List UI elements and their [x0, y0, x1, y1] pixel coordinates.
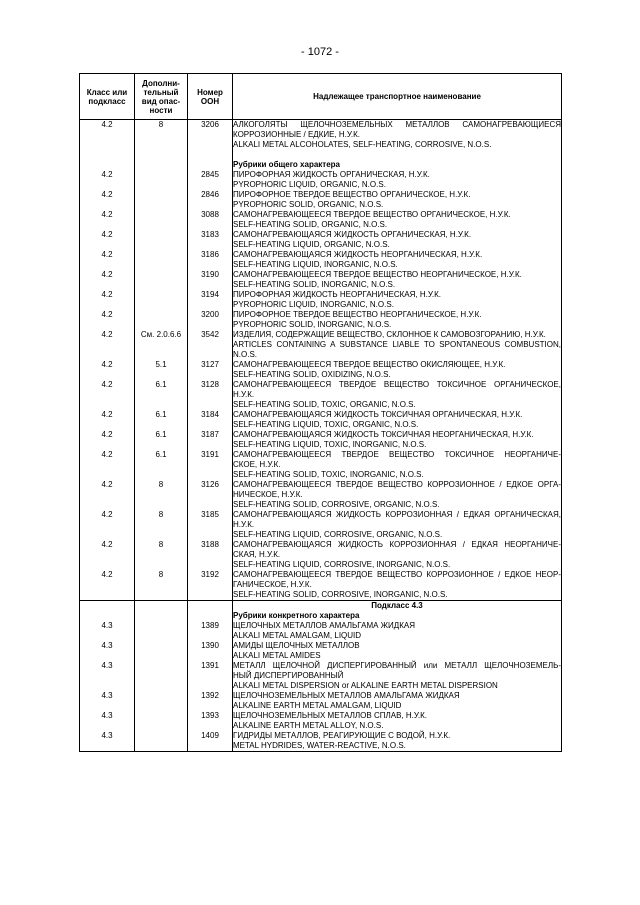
table-row	[80, 410, 562, 430]
shipping-name-cell	[233, 621, 562, 641]
shipping-name-cell	[233, 691, 562, 711]
un-number-cell: 3194	[188, 290, 233, 310]
shipping-name-cell	[233, 450, 562, 480]
dangerous-goods-table	[79, 73, 562, 752]
shipping-name-line: SELF-HEATING LIQUID, INORGANIC, N.O.S.	[233, 260, 398, 269]
shipping-name-line: САМОНАГРЕВАЮЩЕЕСЯ ТВЕРДОЕ ВЕЩЕСТВО КОРРОЗИОННОЕ / ЕДКОЕ НЕОР-	[233, 570, 561, 579]
header-subsidiary-risk: Дополни-тельный вид опас-ности	[135, 74, 188, 120]
subclass-heading-row	[80, 601, 562, 612]
shipping-name-cell	[233, 641, 562, 661]
shipping-name-line: SELF-HEATING LIQUID, CORROSIVE, ORGANIC, N.O.S.	[233, 530, 443, 539]
shipping-name-line: METAL HYDRIDES, WATER-REACTIVE, N.O.S.	[233, 741, 406, 750]
table-row	[80, 570, 562, 601]
shipping-name-cell	[233, 210, 562, 230]
specific-heading-row	[80, 611, 562, 621]
un-number-cell: 1391	[188, 661, 233, 691]
un-number-cell: 3127	[188, 360, 233, 380]
un-number-cell: 3188	[188, 540, 233, 570]
empty-cell	[188, 611, 233, 621]
table-row	[80, 510, 562, 540]
header-un-number: Номер ООН	[188, 74, 233, 120]
subsidiary-risk-cell	[135, 190, 188, 210]
un-number-cell: 3088	[188, 210, 233, 230]
un-number-cell: 1392	[188, 691, 233, 711]
shipping-name-line: КОРРОЗИОННЫЕ / ЕДКИЕ, Н.У.К.	[233, 130, 361, 139]
subsidiary-risk-cell: 8	[135, 480, 188, 510]
subsidiary-risk-cell: 8	[135, 510, 188, 540]
shipping-name-line: SELF-HEATING LIQUID, TOXIC, ORGANIC, N.O.S.	[233, 420, 419, 429]
table-row	[80, 230, 562, 250]
table-row	[80, 190, 562, 210]
subclass-heading: Подкласс 4.3	[233, 601, 562, 612]
subsidiary-risk-cell	[135, 641, 188, 661]
table-row	[80, 360, 562, 380]
shipping-name-cell	[233, 250, 562, 270]
empty-cell	[80, 611, 135, 621]
table-row	[80, 120, 562, 151]
shipping-name-line: ПИРОФОРНАЯ ЖИДКОСТЬ ОРГАНИЧЕСКАЯ, Н.У.К.	[233, 170, 430, 179]
table-row	[80, 170, 562, 190]
class-cell: 4.2	[80, 250, 135, 270]
shipping-name-line: SELF-HEATING LIQUID, CORROSIVE, INORGANIC, N.O.S.	[233, 560, 451, 569]
class-cell: 4.2	[80, 380, 135, 410]
subsidiary-risk-cell	[135, 290, 188, 310]
table-row	[80, 691, 562, 711]
shipping-name-line: Н.У.К.	[233, 520, 255, 529]
shipping-name-line: САМОНАГРЕВАЮЩЕЕСЯ ТВЕРДОЕ ВЕЩЕСТВО ОКИСЛЯЮЩЕЕ, Н.У.К.	[233, 360, 506, 369]
shipping-name-cell	[233, 711, 562, 731]
class-cell: 4.2	[80, 540, 135, 570]
shipping-name-cell	[233, 330, 562, 360]
shipping-name-cell	[233, 540, 562, 570]
class-cell: 4.2	[80, 310, 135, 330]
table-row	[80, 540, 562, 570]
shipping-name-line: SELF-HEATING SOLID, OXIDIZING, N.O.S.	[233, 370, 391, 379]
shipping-name-line: ЩЕЛОЧНОЗЕМЕЛЬНЫХ МЕТАЛЛОВ АМАЛЬГАМА ЖИДКАЯ	[233, 691, 460, 700]
table-row	[80, 641, 562, 661]
empty-cell	[188, 150, 233, 160]
subsidiary-risk-cell: 6.1	[135, 430, 188, 450]
shipping-name-line: ЩЕЛОЧНЫХ МЕТАЛЛОВ АМАЛЬГАМА ЖИДКАЯ	[233, 621, 415, 630]
class-cell: 4.2	[80, 170, 135, 190]
subsidiary-risk-cell: 5.1	[135, 360, 188, 380]
shipping-name-line: SELF-HEATING LIQUID, TOXIC, INORGANIC, N.O.S.	[233, 440, 427, 449]
shipping-name-line: SELF-HEATING SOLID, TOXIC, INORGANIC, N.O.S.	[233, 470, 424, 479]
shipping-name-line: СКАЯ, Н.У.К.	[233, 550, 281, 559]
shipping-name-cell	[233, 230, 562, 250]
page-number: - 1072 -	[301, 46, 339, 58]
un-number-cell: 3191	[188, 450, 233, 480]
class-cell: 4.2	[80, 270, 135, 290]
un-number-cell: 3542	[188, 330, 233, 360]
shipping-name-cell	[233, 731, 562, 752]
shipping-name-line: SELF-HEATING LIQUID, ORGANIC, N.O.S.	[233, 240, 390, 249]
shipping-name-line: SELF-HEATING SOLID, TOXIC, ORGANIC, N.O.S.	[233, 400, 416, 409]
shipping-name-line: МЕТАЛЛ ЩЕЛОЧНОЙ ДИСПЕРГИРОВАННЫЙ или МЕТАЛЛ ЩЕЛОЧНОЗЕМЕЛЬ-	[233, 661, 561, 670]
un-number-cell: 3200	[188, 310, 233, 330]
shipping-name-line: ПИРОФОРНАЯ ЖИДКОСТЬ НЕОРГАНИЧЕСКАЯ, Н.У.К.	[233, 290, 441, 299]
empty-cell	[135, 150, 188, 160]
shipping-name-cell	[233, 290, 562, 310]
spacer-row	[80, 150, 562, 160]
shipping-name-line: PYROPHORIC LIQUID, INORGANIC, N.O.S.	[233, 300, 394, 309]
general-heading-row	[80, 160, 562, 170]
un-number-cell: 3128	[188, 380, 233, 410]
shipping-name-line: САМОНАГРЕВАЮЩАЯСЯ ЖИДКОСТЬ КОРРОЗИОННАЯ / ЕДКАЯ НЕОРГАНИЧЕ-	[233, 540, 561, 549]
un-number-cell: 3183	[188, 230, 233, 250]
subsidiary-risk-cell	[135, 621, 188, 641]
shipping-name-line: PYROPHORIC LIQUID, ORGANIC, N.O.S.	[233, 180, 386, 189]
shipping-name-line: САМОНАГРЕВАЮЩАЯСЯ ЖИДКОСТЬ ТОКСИЧНАЯ НЕОРГАНИЧЕСКАЯ, Н.У.К.	[233, 430, 534, 439]
table-row	[80, 330, 562, 360]
table-row	[80, 430, 562, 450]
empty-cell	[135, 601, 188, 612]
empty-cell	[135, 611, 188, 621]
class-cell: 4.2	[80, 480, 135, 510]
subsidiary-risk-cell	[135, 270, 188, 290]
shipping-name-line: АМИДЫ ЩЕЛОЧНЫХ МЕТАЛЛОВ	[233, 641, 360, 650]
subsidiary-risk-cell	[135, 711, 188, 731]
shipping-name-line: ПИРОФОРНОЕ ТВЕРДОЕ ВЕЩЕСТВО ОРГАНИЧЕСКОЕ, Н.У.К.	[233, 190, 471, 199]
shipping-name-line: НЫЙ ДИСПЕРГИРОВАННЫЙ	[233, 671, 344, 680]
subsidiary-risk-cell: 8	[135, 540, 188, 570]
class-cell: 4.2	[80, 570, 135, 601]
shipping-name-cell	[233, 190, 562, 210]
subsidiary-risk-cell	[135, 731, 188, 752]
un-number-cell: 2845	[188, 170, 233, 190]
un-number-cell: 1390	[188, 641, 233, 661]
header-class: Класс или подкласс	[80, 74, 135, 120]
shipping-name-line: ALKALI METAL ALCOHOLATES, SELF-HEATING, CORROSIVE, N.O.S.	[233, 140, 492, 149]
shipping-name-line: ALKALINE EARTH METAL ALLOY, N.O.S.	[233, 721, 384, 730]
table-body	[80, 120, 562, 752]
shipping-name-cell	[233, 310, 562, 330]
shipping-name-line: САМОНАГРЕВАЮЩАЯСЯ ЖИДКОСТЬ КОРРОЗИОННАЯ / ЕДКАЯ ОРГАНИЧЕСКАЯ,	[233, 510, 561, 519]
class-cell: 4.2	[80, 190, 135, 210]
un-number-cell: 3192	[188, 570, 233, 601]
shipping-name-line: ALKALI METAL AMALGAM, LIQUID	[233, 631, 362, 640]
subsidiary-risk-cell	[135, 230, 188, 250]
subsidiary-risk-cell: 6.1	[135, 410, 188, 430]
un-number-cell: 3190	[188, 270, 233, 290]
un-number-cell: 1389	[188, 621, 233, 641]
shipping-name-cell	[233, 480, 562, 510]
subsidiary-risk-cell: 6.1	[135, 450, 188, 480]
class-cell: 4.3	[80, 691, 135, 711]
table-row	[80, 210, 562, 230]
empty-cell	[233, 150, 562, 160]
shipping-name-line: SELF-HEATING SOLID, CORROSIVE, ORGANIC, N.O.S.	[233, 500, 440, 509]
table-row	[80, 621, 562, 641]
empty-cell	[188, 601, 233, 612]
shipping-name-line: ALKALI METAL DISPERSION or ALKALINE EARTH METAL DISPERSION	[233, 681, 498, 690]
class-cell: 4.2	[80, 430, 135, 450]
shipping-name-line: PYROPHORIC SOLID, INORGANIC, N.O.S.	[233, 320, 392, 329]
un-number-cell: 1393	[188, 711, 233, 731]
shipping-name-line: Н.У.К.	[233, 390, 255, 399]
shipping-name-line: ARTICLES CONTAINING A SUBSTANCE LIABLE TO SPONTANEOUS COMBUSTION,	[233, 340, 561, 349]
empty-cell	[80, 601, 135, 612]
empty-cell	[135, 160, 188, 170]
class-cell: 4.3	[80, 621, 135, 641]
un-number-cell: 3206	[188, 120, 233, 151]
shipping-name-line: САМОНАГРЕВАЮЩЕЕСЯ ТВЕРДОЕ ВЕЩЕСТВО ОРГАНИЧЕСКОЕ, Н.У.К.	[233, 210, 511, 219]
un-number-cell: 3186	[188, 250, 233, 270]
shipping-name-line: SELF-HEATING SOLID, INORGANIC, N.O.S.	[233, 280, 396, 289]
table-row	[80, 270, 562, 290]
header-proper-shipping-name: Надлежащее транспортное наименование	[233, 74, 562, 120]
table-row	[80, 250, 562, 270]
class-cell: 4.2	[80, 330, 135, 360]
class-cell: 4.2	[80, 290, 135, 310]
table-row	[80, 731, 562, 752]
class-cell: 4.2	[80, 510, 135, 540]
shipping-name-line: ALKALINE EARTH METAL AMALGAM, LIQUID	[233, 701, 402, 710]
shipping-name-line: PYROPHORIC SOLID, ORGANIC, N.O.S.	[233, 200, 384, 209]
subsidiary-risk-cell: 6.1	[135, 380, 188, 410]
shipping-name-line: ЩЕЛОЧНОЗЕМЕЛЬНЫХ МЕТАЛЛОВ СПЛАВ, Н.У.К.	[233, 711, 427, 720]
shipping-name-line: АЛКОГОЛЯТЫ ЩЕЛОЧНОЗЕМЕЛЬНЫХ МЕТАЛЛОВ САМОНАГРЕВАЮЩИЕСЯ	[233, 120, 561, 129]
class-cell: 4.3	[80, 661, 135, 691]
shipping-name-line: САМОНАГРЕВАЮЩЕЕСЯ ТВЕРДОЕ ВЕЩЕСТВО ТОКСИЧНОЕ ОРГАНИЧЕСКОЕ,	[233, 380, 561, 389]
class-cell: 4.2	[80, 410, 135, 430]
shipping-name-cell	[233, 380, 562, 410]
class-cell: 4.3	[80, 731, 135, 752]
shipping-name-line: САМОНАГРЕВАЮЩЕЕСЯ ТВЕРДОЕ ВЕЩЕСТВО КОРРОЗИОННОЕ / ЕДКОЕ ОРГА-	[233, 480, 561, 489]
shipping-name-line: N.O.S.	[233, 350, 258, 359]
empty-cell	[80, 150, 135, 160]
shipping-name-line: СКОЕ, Н.У.К.	[233, 460, 281, 469]
specific-heading: Рубрики конкретного характера	[233, 611, 562, 621]
shipping-name-cell	[233, 661, 562, 691]
shipping-name-line: НИЧЕСКОЕ, Н.У.К.	[233, 490, 303, 499]
un-number-cell: 3187	[188, 430, 233, 450]
shipping-name-line: ПИРОФОРНОЕ ТВЕРДОЕ ВЕЩЕСТВО НЕОРГАНИЧЕСКОЕ, Н.У.К.	[233, 310, 482, 319]
subsidiary-risk-cell	[135, 661, 188, 691]
class-cell: 4.2	[80, 360, 135, 380]
class-cell: 4.3	[80, 641, 135, 661]
shipping-name-cell	[233, 120, 562, 151]
shipping-name-line: ИЗДЕЛИЯ, СОДЕРЖАЩИЕ ВЕЩЕСТВО, СКЛОННОЕ К САМОВОЗГОРАНИЮ, Н.У.К.	[233, 330, 546, 339]
class-cell: 4.2	[80, 450, 135, 480]
un-number-cell: 2846	[188, 190, 233, 210]
subsidiary-risk-cell	[135, 250, 188, 270]
shipping-name-line: САМОНАГРЕВАЮЩАЯСЯ ЖИДКОСТЬ ОРГАНИЧЕСКАЯ, Н.У.К.	[233, 230, 472, 239]
shipping-name-cell	[233, 430, 562, 450]
subsidiary-risk-cell	[135, 310, 188, 330]
shipping-name-line: ГИДРИДЫ МЕТАЛЛОВ, РЕАГИРУЮЩИЕ С ВОДОЙ, Н.У.К.	[233, 731, 451, 740]
table-row	[80, 661, 562, 691]
subsidiary-risk-cell: 8	[135, 570, 188, 601]
subsidiary-risk-cell	[135, 210, 188, 230]
table-row	[80, 450, 562, 480]
shipping-name-line: SELF-HEATING SOLID, CORROSIVE, INORGANIC, N.O.S.	[233, 590, 448, 599]
class-cell: 4.2	[80, 120, 135, 151]
table-row	[80, 290, 562, 310]
subsidiary-risk-cell: См. 2.0.6.6	[135, 330, 188, 360]
class-cell: 4.2	[80, 210, 135, 230]
class-cell: 4.3	[80, 711, 135, 731]
shipping-name-line: САМОНАГРЕВАЮЩЕЕСЯ ТВЕРДОЕ ВЕЩЕСТВО НЕОРГАНИЧЕСКОЕ, Н.У.К.	[233, 270, 522, 279]
un-number-cell: 3185	[188, 510, 233, 540]
shipping-name-line: САМОНАГРЕВАЮЩАЯСЯ ЖИДКОСТЬ ТОКСИЧНАЯ ОРГАНИЧЕСКАЯ, Н.У.К.	[233, 410, 523, 419]
empty-cell	[80, 160, 135, 170]
table-row	[80, 711, 562, 731]
shipping-name-cell	[233, 510, 562, 540]
subsidiary-risk-cell	[135, 170, 188, 190]
subsidiary-risk-cell	[135, 691, 188, 711]
shipping-name-cell	[233, 270, 562, 290]
shipping-name-cell	[233, 410, 562, 430]
shipping-name-cell	[233, 360, 562, 380]
un-number-cell: 3184	[188, 410, 233, 430]
shipping-name-line: SELF-HEATING SOLID, ORGANIC, N.O.S.	[233, 220, 388, 229]
table-row	[80, 480, 562, 510]
empty-cell	[188, 160, 233, 170]
un-number-cell: 3126	[188, 480, 233, 510]
shipping-name-line: ALKALI METAL AMIDES	[233, 651, 321, 660]
shipping-name-line: САМОНАГРЕВАЮЩЕЕСЯ ТВЕРДОЕ ВЕЩЕСТВО ТОКСИЧНОЕ НЕОРГАНИЧЕ-	[233, 450, 561, 459]
subsidiary-risk-cell: 8	[135, 120, 188, 151]
table-row	[80, 380, 562, 410]
class-cell: 4.2	[80, 230, 135, 250]
shipping-name-cell	[233, 170, 562, 190]
shipping-name-line: САМОНАГРЕВАЮЩАЯСЯ ЖИДКОСТЬ НЕОРГАНИЧЕСКАЯ, Н.У.К.	[233, 250, 483, 259]
shipping-name-line: ГАНИЧЕСКОЕ, Н.У.К.	[233, 580, 312, 589]
general-heading: Рубрики общего характера	[233, 160, 562, 170]
un-number-cell: 1409	[188, 731, 233, 752]
shipping-name-cell	[233, 570, 562, 601]
table-row	[80, 310, 562, 330]
